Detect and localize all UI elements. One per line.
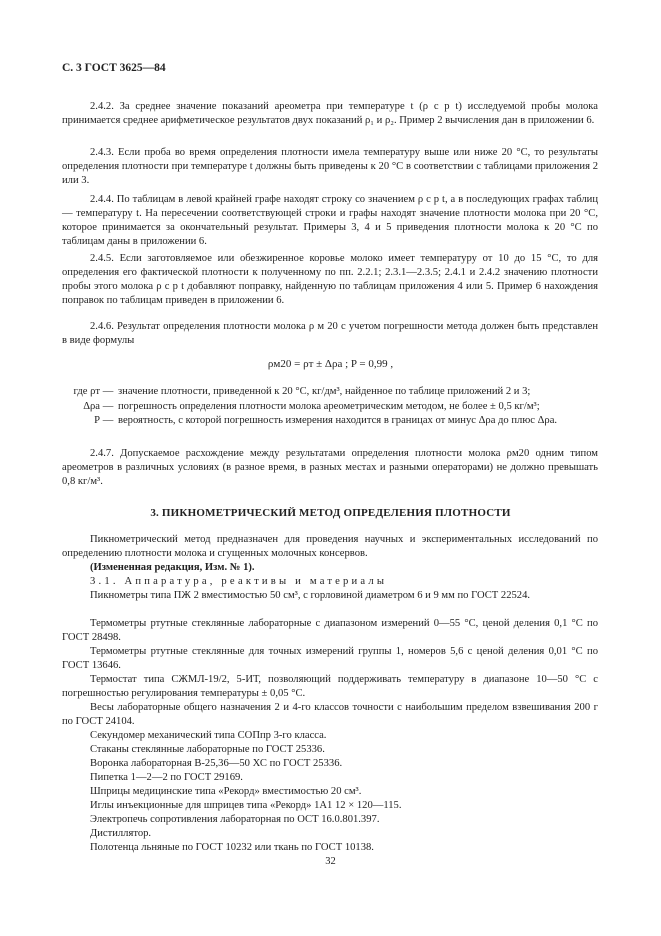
- page-header: С. 3 ГОСТ 3625—84: [62, 62, 166, 74]
- list-item: Пипетка 1—2—2 по ГОСТ 29169.: [90, 772, 243, 783]
- page-number: 32: [325, 856, 336, 867]
- list-item: Пикнометры типа ПЖ 2 вместимостью 50 см³, с горловиной диаметром 6 и 9 мм по ГОСТ 22524.: [90, 590, 531, 601]
- legend-description: значение плотности, приведенной к 20 °С, кг/дм³, найденное по таблице приложений 2 и 3;: [118, 386, 531, 397]
- subsection-title: 3.1. Аппаратура, реактивы и материалы: [90, 576, 388, 587]
- legend-symbol: P: [94, 415, 100, 426]
- paragraph-2-4-6: 2.4.6. Результат определения плотности молока ρ м 20 с учетом погрешности метода должен быть представлен в виде формулы: [62, 321, 598, 347]
- list-item: Стаканы стеклянные лабораторные по ГОСТ 25336.: [90, 744, 325, 755]
- paragraph-2-4-3: 2.4.3. Если проба во время определения плотности имела температуру выше или ниже 20 °С, то результаты определения плотности при температуре t должны быть приведены к 20 °С в соответствии с таблицами приложения 2 или 3.: [62, 147, 598, 187]
- list-item: Электропечь сопротивления лабораторная по ОСТ 16.0.801.397.: [90, 814, 380, 825]
- legend-dash: —: [102, 415, 114, 426]
- list-item: Иглы инъекционные для шприцев типа «Рекорд» 1А1 12 × 120—115.: [90, 800, 402, 811]
- list-item: Дистиллятор.: [90, 828, 152, 839]
- edition-note: (Измененная редакция, Изм. № 1).: [90, 562, 255, 573]
- legend-dash: —: [102, 386, 114, 397]
- list-item: Термометры ртутные стеклянные для точных измерений группы 1, номеров 5,6 с ценой деления 0,01 °С по ГОСТ 13646.: [62, 646, 598, 672]
- list-item: Термостат типа СЖМЛ-19/2, 5-ИТ, позволяющий поддерживать температуру в диапазоне 10—50 °С с погрешностью регулирования температуры ± 0,05 °С.: [62, 674, 598, 700]
- legend-dash: —: [102, 401, 114, 412]
- paragraph-2-4-7: 2.4.7. Допускаемое расхождение между результатами определения плотности молока ρм20 одним типом ареометров в различных условиях (в разное время, в разных местах и разными операторами) не должно превышать 0,8 кг/м³.: [62, 448, 598, 488]
- section-title: 3. ПИКНОМЕТРИЧЕСКИЙ МЕТОД ОПРЕДЕЛЕНИЯ ПЛОТНОСТИ: [150, 507, 511, 519]
- legend-description: погрешность определения плотности молока ареометрическим методом, не более ± 0,5 кг/м³;: [118, 401, 540, 412]
- list-item: Секундомер механический типа СОПпр 3-го класса.: [90, 730, 327, 741]
- legend-symbol: где ρт: [73, 386, 100, 397]
- list-item: Воронка лабораторная В-25,36—50 ХС по ГОСТ 25336.: [90, 758, 343, 769]
- density-formula: ρм20 = ρт ± Δρа ; P = 0,99 ,: [267, 358, 394, 370]
- list-item: Полотенца льняные по ГОСТ 10232 или ткань по ГОСТ 10138.: [90, 842, 374, 853]
- list-item: Термометры ртутные стеклянные лабораторные с диапазоном измерений 0—55 °С, ценой деления 0,1 °С по ГОСТ 28498.: [62, 618, 598, 644]
- paragraph-2-4-5: 2.4.5. Если заготовляемое или обезжиренное коровье молоко имеет температуру от 10 до 15 °С, то для определения его фактической плотности к полученному по пп. 2.2.1; 2.3.1—2.3.5; 2.4.1 и 2.4.2 значению плотности пробы этого молока ρ с р t добавляют поправку, найденную по таблицам приложения 4 или 5. Пример 6 нахождения поправок по таблицам приведен в приложении 6.: [62, 253, 598, 307]
- paragraph-2-4-4: 2.4.4. По таблицам в левой крайней графе находят строку со значением ρ с р t, а в последующих графах таблиц — температуру t. На пересечении соответствующей строки и графы находят значение плотности молока при 20 °С, которое принимается за окончательный результат. Примеры 3, 4 и 5 приведения плотности молока к 20 °С по таблицам даны в приложении 6.: [62, 194, 598, 248]
- section-intro: Пикнометрический метод предназначен для проведения научных и экспериментальных исследований по определению плотности молока и сгущенных молочных консервов.: [62, 534, 598, 560]
- list-item: Весы лабораторные общего назначения 2 и 4-го классов точности с наибольшим пределом взвешивания 200 г по ГОСТ 24104.: [62, 702, 598, 728]
- list-item: Шприцы медицинские типа «Рекорд» вместимостью 20 см³.: [90, 786, 362, 797]
- paragraph-2-4-2: 2.4.2. За среднее значение показаний ареометра при температуре t (ρ с р t) исследуемой пробы молока принимается среднее арифметическое результатов двух показаний ρ₁ и ρ₂. Пример 2 вычисления дан в приложении 6.: [62, 101, 598, 127]
- legend-description: вероятность, с которой погрешность измерения находится в границах от минус Δρа до плюс Δρа.: [118, 415, 558, 426]
- legend-symbol: Δρа: [83, 401, 100, 412]
